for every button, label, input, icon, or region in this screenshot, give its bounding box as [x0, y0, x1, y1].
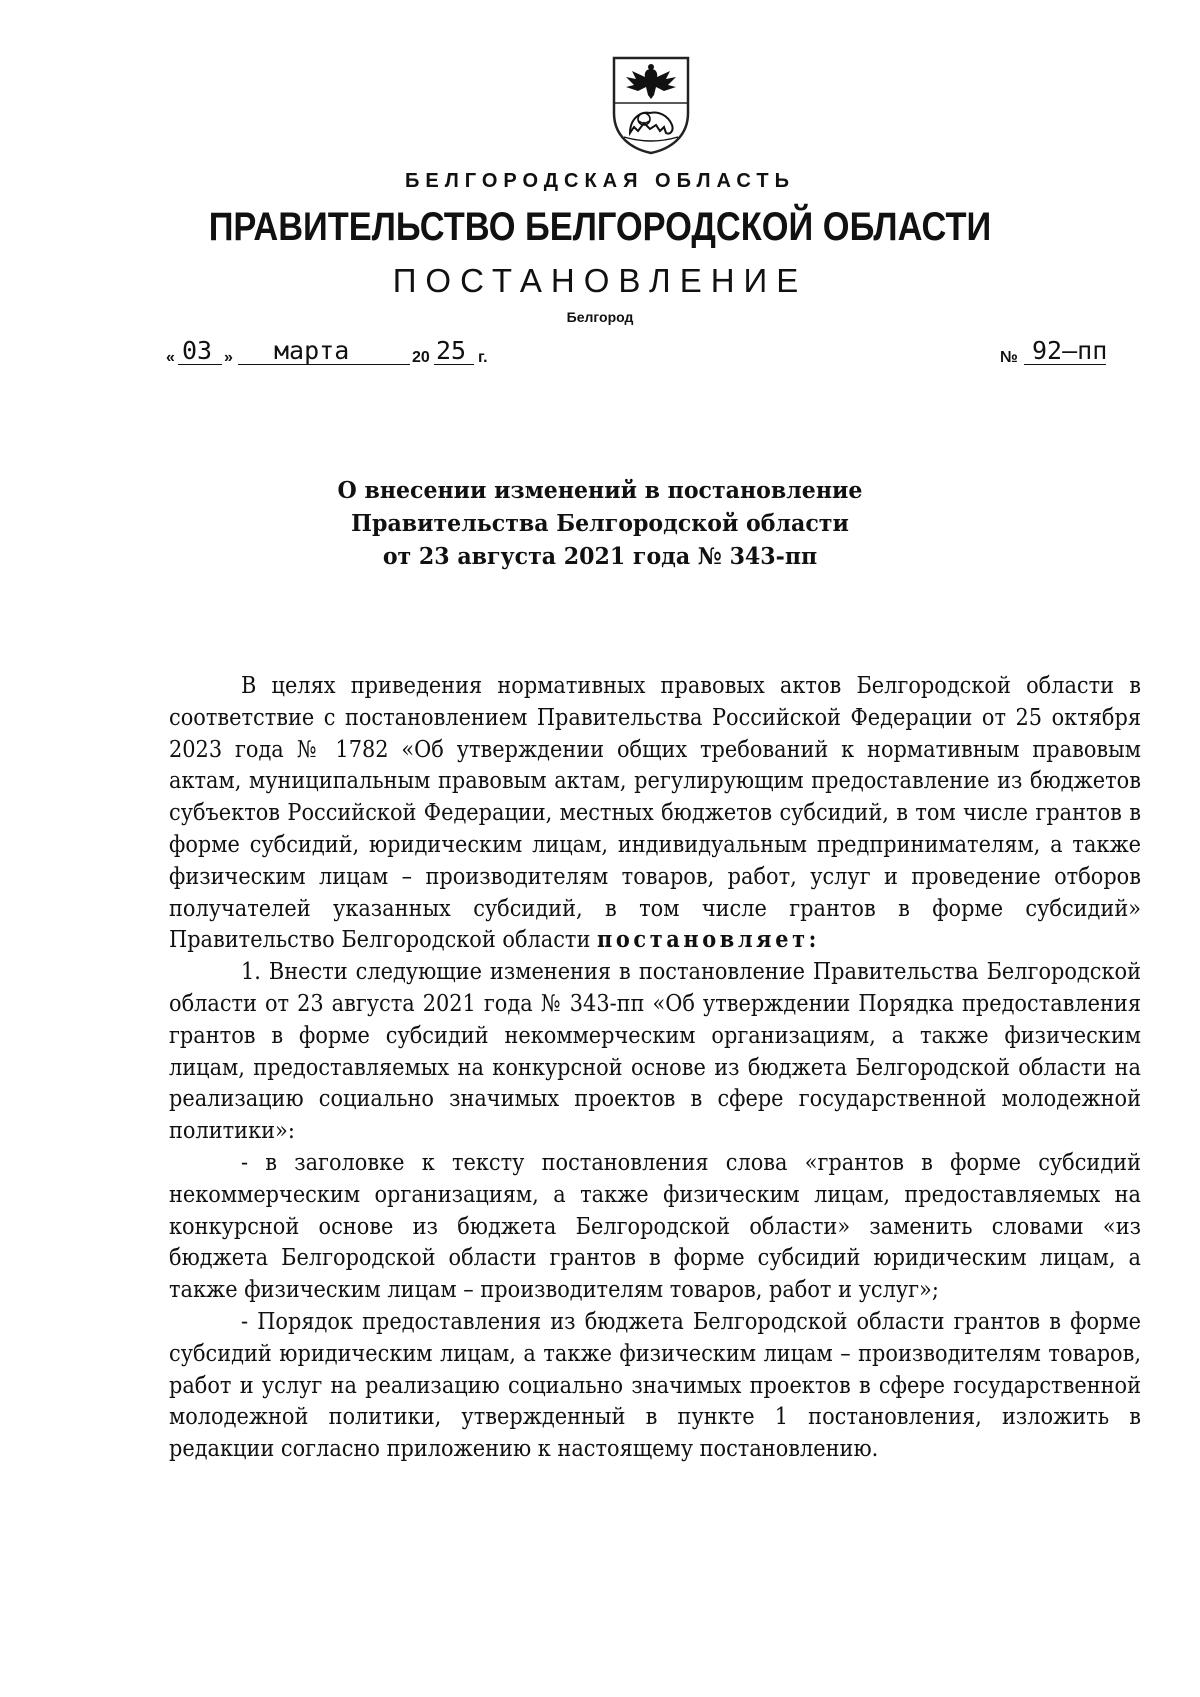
- day-underline: [178, 364, 222, 365]
- decrees-word: постановляет: [597, 926, 809, 954]
- city-name: Белгород: [566, 309, 634, 325]
- item-1-paragraph: 1. Внести следующие изменения в постановление Правительства Белгородской области от 23 августа 2021 года № 343-пп «Об утверждении Порядка предоставления грантов в форме субсидий некоммерческим организациям, а также физическим лицам, предоставляемых на конкурсной основе из бюджета Белгородской области на реализацию социально значимых проектов в сфере государственной молодежной политики»:: [169, 958, 1141, 1145]
- title-line-3: от 23 августа 2021 года № 343-пп: [382, 543, 818, 570]
- number-label: №: [1000, 349, 1018, 366]
- month-underline: [238, 364, 410, 365]
- title-line-1: О внесении изменений в постановление: [337, 477, 863, 504]
- date-number-row: [166, 333, 1106, 367]
- document-body: [169, 670, 1141, 1465]
- preamble-text: В целях приведения нормативных правовых актов Белгородской области в соответствие с постановлением Правительства Российской Федерации от 25 октября 2023 года № 1782 «Об утверждении общих требований к нормативным правовым актам, муниципальным правовым актам, регулирующим предоставление из бюджетов субъектов Российской Федерации, местных бюджетов субсидий, в том числе грантов в форме субсидий, юридическим лицам, индивидуальным предпринимателям, а также физическим лицам – производителям товаров, работ, услуг и проведение отборов получателей указанных субсидий, в том числе грантов в форме субсидий» Правительство Белгородской области: [169, 672, 1141, 954]
- region-name: БЕЛГОРОДСКАЯ ОБЛАСТЬ: [405, 170, 795, 192]
- document-type: ПОСТАНОВЛЕНИЕ: [392, 262, 808, 299]
- government-name: ПРАВИТЕЛЬСТВО БЕЛГОРОДСКОЙ ОБЛАСТИ: [208, 205, 992, 249]
- decrees-colon: :: [808, 926, 817, 954]
- date-quote-close: »: [224, 349, 233, 366]
- date-year-suffix: 25: [436, 336, 467, 365]
- date-year-mark: г.: [478, 349, 488, 366]
- bullet-1-paragraph: - в заголовке к тексту постановления слова «грантов в форме субсидий некоммерческим организациям, а также физическим лицам, предоставляемых на конкурсной основе из бюджета Белгородской области» заменить словами «из бюджета Белгородской области грантов в форме субсидий юридическим лицам, а также физическим лицам – производителям товаров, работ и услуг»;: [169, 1148, 1141, 1304]
- title-line-2: Правительства Белгородской области: [351, 510, 849, 537]
- document-number: 92–пп: [1032, 336, 1108, 365]
- date-year-prefix: 20: [412, 349, 430, 366]
- date-quote-open: «: [166, 349, 175, 366]
- bullet-2-paragraph: - Порядок предоставления из бюджета Белгородской области грантов в форме субсидий юридическим лицам, а также физическим лицам – производителям товаров, работ и услуг на реализацию социально значимых проектов в сфере государственной молодежной политики, утвержденный в пункте 1 постановления, изложить в редакции согласно приложению к настоящему постановлению.: [169, 1307, 1141, 1463]
- year-underline: [434, 364, 474, 365]
- coat-of-arms-icon: [610, 55, 692, 155]
- date-day: 03: [182, 336, 213, 365]
- number-underline: [1024, 364, 1106, 365]
- document-title: [0, 474, 1200, 573]
- date-month: марта: [274, 336, 350, 365]
- preamble-paragraph: [169, 670, 1141, 956]
